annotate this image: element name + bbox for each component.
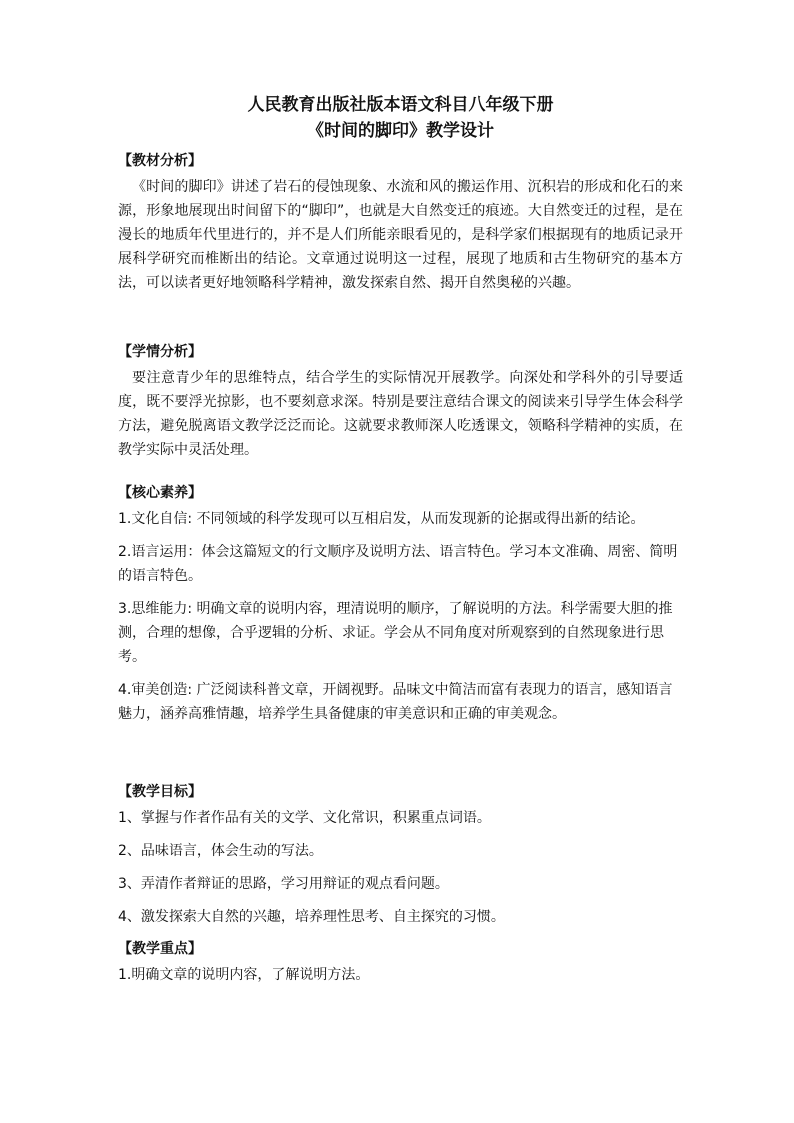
teaching-goal-item: 1、掌握与作者作品有关的文学、文化常识，积累重点词语。 — [118, 810, 491, 826]
teaching-goal-item: 3、弄清作者辩证的思路，学习用辩证的观点看问题。 — [118, 876, 449, 892]
section-heading-teaching-focus: 【教学重点】 — [118, 941, 202, 957]
section-heading-teaching-goals: 【教学目标】 — [118, 784, 202, 800]
section-teaching-focus — [118, 938, 683, 987]
section-textbook-analysis — [118, 150, 683, 295]
core-literacy-item: 3.思维能力: 明确文章的说明内容，理清说明的顺序，了解说明的方法。科学需要大胆的推测，合理的想像，合乎逻辑的分析、求证。学会从不同角度对所观察到的自然现象进行思考。 — [118, 601, 673, 665]
teaching-goal-item: 4、激发探索大自然的兴趣，培养理性思考、自主探究的习惯。 — [118, 909, 505, 925]
section-heading-core-literacy: 【核心素养】 — [118, 485, 202, 501]
document-title-line1: 人民教育出版社版本语文科目八年级下册 — [247, 95, 554, 115]
textbook-analysis-paragraph: 《时间的脚印》讲述了岩石的侵蚀现象、水流和风的搬运作用、沉积岩的形成和化石的来源，形象地展现出时间留下的“脚印”，也就是大自然变迁的痕迹。大自然变迁的过程，是在漫长的地质年代里进行的，并不是人们所能亲眼看见的，是科学家们根据现有的地质记录开展科学研究而椎断出的结论。文章通过说明这一过程，展现了地质和古生物研究的基本方法，可以读者更好地领略科学精神，激发探索自然、揭开自然奥秘的兴趣。 — [118, 179, 683, 291]
section-teaching-goals — [118, 781, 683, 929]
document-title-line2: 《时间的脚印》教学设计 — [307, 121, 494, 141]
section-heading-student-analysis: 【学情分析】 — [118, 344, 202, 360]
section-student-analysis — [118, 341, 683, 462]
student-analysis-paragraph: 要注意青少年的思维特点，结合学生的实际情况开展教学。向深处和学科外的引导要适度，既不要浮光掠影，也不要刻意求深。特别是要注意结合课文的阅读来引导学生体会科学方法，避免脱离语文教学泛泛而论。这就要求教师深人吃透课文，领略科学精神的实质，在教学实际中灵活处理。 — [118, 370, 683, 458]
teaching-focus-item: 1.明确文章的说明内容，了解说明方法。 — [118, 967, 370, 983]
core-literacy-item: 4.审美创造: 广泛阅读科普文章，开阔视野。品味文中简洁而富有表现力的语言，感知语言魅力，涵养高雅情趣，培养学生具备健康的审美意识和正确的审美观念。 — [118, 682, 673, 722]
section-core-literacy — [118, 482, 683, 726]
teaching-goal-item: 2、品味语言，体会生动的写法。 — [118, 843, 323, 859]
core-literacy-item: 1.文化自信: 不同领域的科学发现可以互相启发，从而发现新的论据或得出新的结论。 — [118, 511, 645, 527]
document-page — [118, 92, 683, 996]
section-heading-textbook-analysis: 【教材分析】 — [118, 153, 202, 169]
core-literacy-item: 2.语言运用：体会这篇短文的行文顺序及说明方法、语言特色。学习本文准确、周密、简明的语言特色。 — [118, 544, 678, 584]
